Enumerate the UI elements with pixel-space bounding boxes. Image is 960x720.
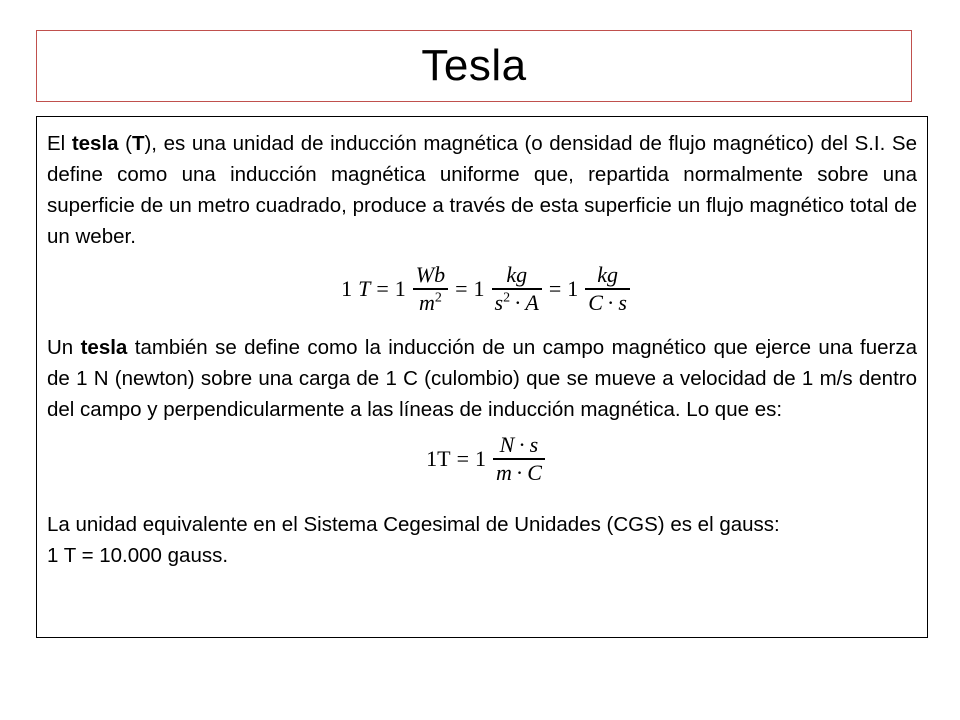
para1-bold-tesla: tesla bbox=[71, 132, 119, 155]
eq2-one: 1 bbox=[474, 446, 486, 471]
eq1-f3-numerator: kg bbox=[597, 262, 618, 288]
eq2-den-c: C bbox=[527, 459, 542, 485]
eq1-f1-denominator bbox=[416, 290, 445, 316]
para1-text-3: ), es una unidad de inducción magnética (o densidad de flujo magnético) del S.I. Se define como una inducción magnética uniforme que, repartida normalmente sobre una superficie de un metro cuadrado, produce a través de esta superficie un flujo magnético total de un weber. bbox=[47, 132, 917, 248]
eq1-f2-den-exponent: 2 bbox=[503, 290, 511, 306]
para1-text-1: El bbox=[47, 132, 72, 155]
eq2-denominator bbox=[493, 460, 545, 486]
eq2-den-dot: · bbox=[515, 459, 524, 485]
eq1-f1-den-base: m bbox=[419, 289, 435, 315]
eq1-lhs-unit: T bbox=[358, 276, 371, 301]
para2-text-1: Un bbox=[47, 336, 81, 359]
eq1-fraction-kg-s2a bbox=[492, 262, 542, 316]
eq1-equals-2: = bbox=[455, 276, 468, 301]
para2-text-2: también se define como la inducción de un campo magnético que ejerce una fuerza de 1 N (newton) sobre una carga de 1 C (culombio) que se mueve a velocidad de 1 m/s dentro del campo y perpendicularmente a las líneas de inducción magnética. Lo que es: bbox=[47, 336, 917, 421]
equation-tesla-newton bbox=[55, 427, 917, 491]
eq1-fraction-wb-m2 bbox=[413, 262, 448, 316]
eq1-f2-dot: · bbox=[514, 289, 522, 315]
content-box bbox=[36, 116, 928, 638]
eq1-f3-den-c: C bbox=[588, 289, 603, 315]
eq2-numerator bbox=[497, 432, 542, 458]
eq1-f1-den-exponent: 2 bbox=[434, 290, 442, 306]
definition-paragraph bbox=[47, 128, 917, 252]
eq1-f2-den-a: A bbox=[525, 289, 539, 315]
eq2-num-dot: · bbox=[518, 432, 526, 458]
eq1-lhs-number: 1 bbox=[341, 276, 353, 301]
eq2-lhs: 1T bbox=[426, 446, 451, 471]
cgs-equivalence-line: La unidad equivalente en el Sistema Cegesimal de Unidades (CGS) es el gauss: bbox=[47, 513, 780, 536]
slide-title-box bbox=[36, 30, 912, 102]
eq1-one-b: 1 bbox=[473, 276, 485, 301]
eq1-f2-numerator: kg bbox=[506, 262, 528, 288]
eq2-den-m: m bbox=[495, 459, 512, 485]
para1-bold-t: T bbox=[131, 132, 145, 155]
slide-title: Tesla bbox=[421, 41, 527, 90]
eq2-num-s: s bbox=[529, 432, 539, 458]
force-definition-paragraph bbox=[47, 332, 917, 425]
gauss-conversion-line: 1 T = 10.000 gauss. bbox=[47, 544, 229, 567]
eq1-equals-3: = bbox=[548, 276, 562, 301]
para1-text-2: ( bbox=[118, 132, 132, 155]
eq1-f2-denominator bbox=[492, 290, 542, 316]
eq2-equals: = bbox=[456, 446, 469, 471]
eq1-f3-dot: · bbox=[606, 289, 615, 315]
eq1-f2-den-s: s bbox=[494, 289, 504, 315]
eq2-num-n: N bbox=[499, 432, 515, 458]
eq1-f1-numerator: Wb bbox=[415, 262, 446, 288]
para2-bold-tesla: tesla bbox=[80, 336, 128, 359]
equation-tesla-units bbox=[55, 252, 917, 326]
eq1-fraction-kg-cs bbox=[585, 262, 630, 316]
eq2-fraction-ns-mc bbox=[493, 432, 545, 486]
eq1-one-c: 1 bbox=[567, 276, 579, 301]
eq1-equals-1: = bbox=[376, 276, 389, 301]
eq1-one-a: 1 bbox=[394, 276, 406, 301]
eq1-f3-den-s: s bbox=[618, 289, 627, 315]
eq1-f3-denominator bbox=[585, 290, 630, 316]
